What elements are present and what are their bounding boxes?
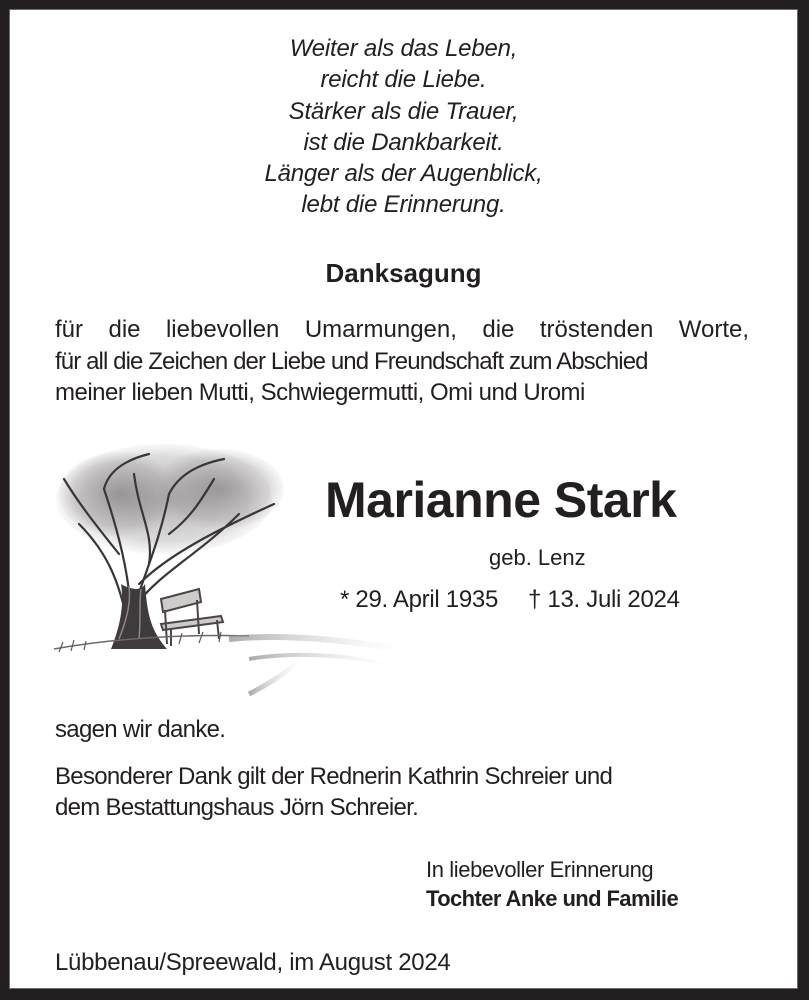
poem-line: Länger als der Augenblick,: [264, 160, 543, 188]
thanks-line: sagen wir danke.: [55, 716, 226, 743]
intro-text: [55, 314, 749, 409]
closing-block: [426, 855, 678, 913]
poem-line: reicht die Liebe.: [320, 66, 487, 94]
deceased-name: Marianne Stark: [325, 472, 677, 528]
obituary-card: [9, 9, 798, 989]
closing-phrase: In liebevoller Erinnerung: [426, 857, 654, 882]
intro-line: für die liebevollen Umarmungen, die tröstenden Worte,: [55, 316, 749, 343]
intro-line: meiner lieben Mutti, Schwiegermutti, Omi und Uromi: [55, 379, 585, 406]
poem-line: Weiter als das Leben,: [289, 35, 518, 62]
life-dates: [340, 584, 680, 616]
body-text: [55, 714, 612, 824]
poem-line: lebt die Erinnerung.: [301, 191, 506, 219]
poem-line: Stärker als die Trauer,: [288, 97, 519, 125]
heading-danksagung: Danksagung: [325, 258, 482, 288]
birth-date: * 29. April 1935: [340, 586, 498, 613]
place-and-date: Lübbenau/Spreewald, im August 2024: [55, 949, 451, 976]
maiden-name: geb. Lenz: [489, 545, 586, 570]
special-thanks-line: Besonderer Dank gilt der Rednerin Kathrin Schreier und: [55, 762, 613, 790]
poem: [9, 33, 798, 221]
poem-line: ist die Dankbarkeit.: [303, 128, 504, 156]
death-date: † 13. Juli 2024: [528, 586, 680, 613]
special-thanks-line: dem Bestattungshaus Jörn Schreier.: [55, 794, 419, 821]
intro-line: für all die Zeichen der Liebe und Freundschaft zum Abschied: [55, 347, 648, 375]
family-signature: Tochter Anke und Familie: [426, 886, 679, 911]
